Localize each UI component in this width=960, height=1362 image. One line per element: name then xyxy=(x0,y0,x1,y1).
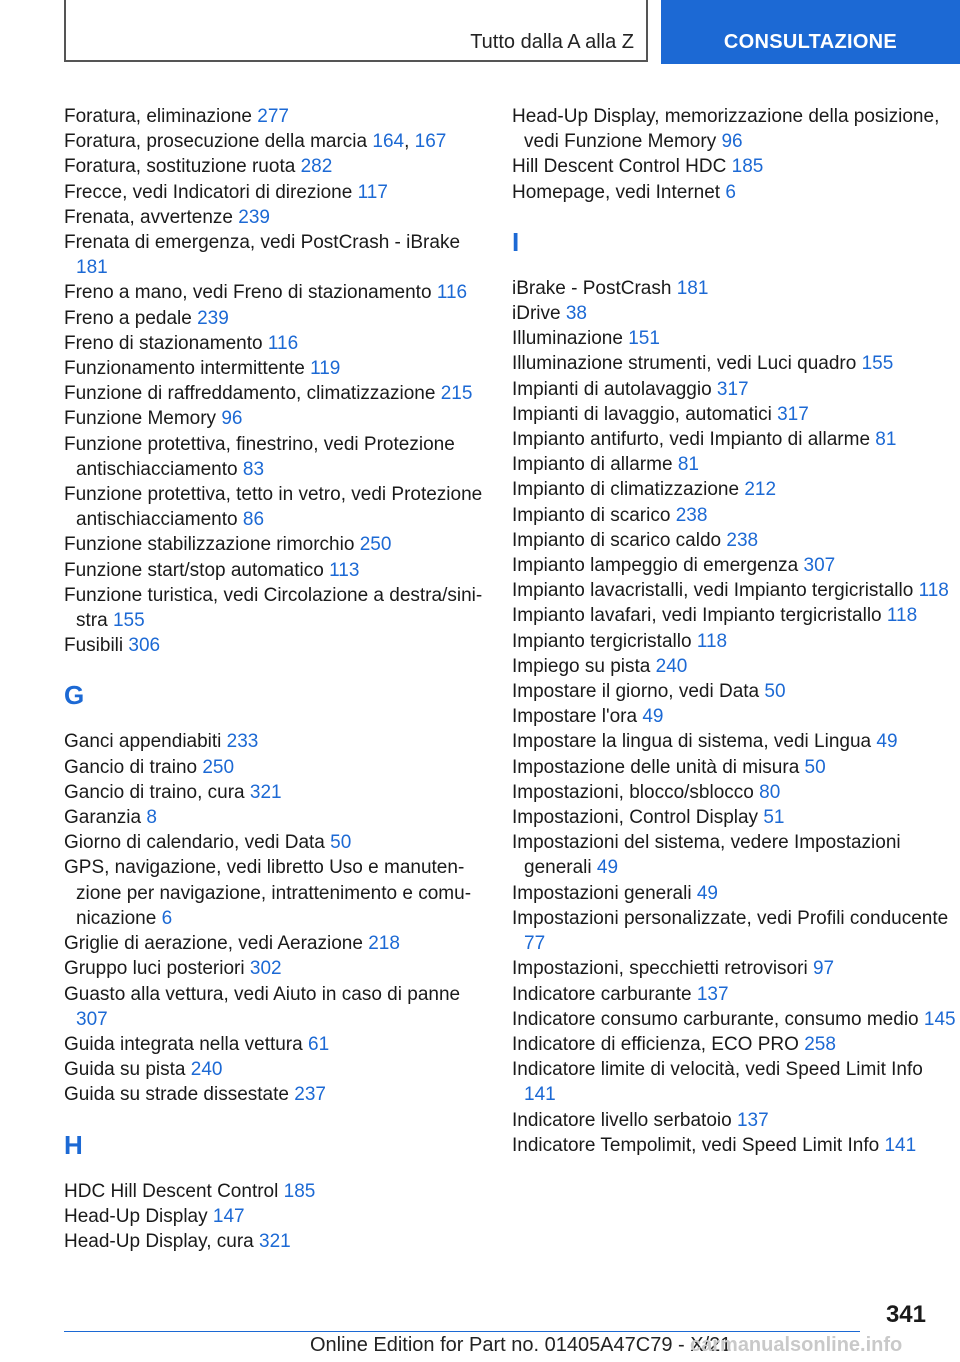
page-reference-link[interactable]: 117 xyxy=(357,181,388,203)
index-entry-text: iDrive xyxy=(512,303,561,325)
page-reference-link[interactable]: 185 xyxy=(283,1180,316,1202)
page-reference-link[interactable]: 258 xyxy=(804,1033,836,1055)
index-entry xyxy=(512,881,957,906)
page-reference-link[interactable]: 321 xyxy=(249,781,282,803)
page-reference-link[interactable]: 185 xyxy=(731,156,764,178)
index-entry-text: Impianto di scarico caldo xyxy=(512,529,722,551)
index-entry xyxy=(512,805,957,830)
page-reference-link[interactable]: 116 xyxy=(436,282,468,304)
page-reference-link[interactable]: 240 xyxy=(190,1059,223,1081)
page-reference-link[interactable]: 321 xyxy=(259,1230,291,1252)
page-reference-link[interactable]: 116 xyxy=(267,332,299,354)
index-entry-text: Impostazioni, specchietti retrovisori xyxy=(512,958,808,980)
index-entry-text: Impostazioni personalizzate, vedi Profili conducente xyxy=(512,907,949,929)
page-reference-link[interactable]: 50 xyxy=(330,832,352,854)
index-column-right xyxy=(512,104,957,1158)
index-entry-text: Frecce, vedi Indicatori di direzione xyxy=(64,181,353,203)
page-reference-link[interactable]: 81 xyxy=(875,429,897,451)
index-entry-text: Indicatore limite di velocità, vedi Speed Limit Info xyxy=(512,1059,923,1081)
page-reference-link[interactable]: 145 xyxy=(923,1008,956,1030)
index-entry-text: Funzione start/stop automatico xyxy=(64,559,324,581)
index-entry xyxy=(512,956,957,981)
index-entry-text: Guida integrata nella vettura xyxy=(64,1033,303,1055)
index-entry-text: Ganci appendiabiti xyxy=(64,731,222,753)
page-reference-link[interactable]: 155 xyxy=(861,353,894,375)
index-entry-text: Impianto di allarme xyxy=(512,454,673,476)
index-entry xyxy=(64,558,494,583)
index-entry-text: Funzione di raffreddamento, climatizzazione xyxy=(64,383,436,405)
page-reference-link[interactable]: 239 xyxy=(197,307,229,329)
page-reference-link[interactable]: 83 xyxy=(242,458,265,480)
index-entry-text: Impostare il giorno, vedi Data xyxy=(512,681,760,703)
page-reference-link[interactable]: 137 xyxy=(696,983,729,1005)
page-reference-link[interactable]: 96 xyxy=(721,131,743,153)
footer-divider xyxy=(64,1331,860,1332)
index-entry xyxy=(64,230,494,280)
index-entry xyxy=(512,1057,957,1107)
index-entry xyxy=(512,452,957,477)
page-number: 341 xyxy=(885,1301,926,1328)
index-entry-text: Gancio di traino xyxy=(64,756,198,778)
index-entry xyxy=(512,603,957,628)
page-reference-link[interactable]: 118 xyxy=(918,580,949,602)
index-entry-text: Foratura, sostituzione ruota xyxy=(64,156,296,178)
page-reference-link[interactable]: 49 xyxy=(596,857,619,879)
index-entry-text: Fusibili xyxy=(64,635,124,657)
page-reference-link[interactable]: 238 xyxy=(675,504,708,526)
index-entry-text: Freno a mano, vedi Freno di stazionamento xyxy=(64,282,432,304)
page-reference-link[interactable]: 6 xyxy=(725,181,736,203)
page-reference-link[interactable]: 49 xyxy=(642,706,664,728)
index-entry-text: Griglie di aerazione, vedi Aerazione xyxy=(64,933,363,955)
index-entry xyxy=(512,906,957,956)
page-separator: , xyxy=(404,131,410,153)
index-entry-text: Impostare l'ora xyxy=(512,706,638,728)
index-entry-text: Gruppo luci posteriori xyxy=(64,958,245,980)
footer-edition-text: Online Edition for Part no. 01405A47C79 - X/21 xyxy=(310,1334,732,1356)
header-section-title: Tutto dalla A alla Z xyxy=(470,31,634,53)
page-reference-link[interactable]: 307 xyxy=(803,555,836,577)
page-reference-link[interactable]: 118 xyxy=(886,605,918,627)
index-entry xyxy=(512,629,957,654)
page-reference-link[interactable]: 218 xyxy=(368,933,400,955)
index-entry-text: Indicatore di efficienza, ECO PRO xyxy=(512,1033,799,1055)
index-entry-text: Frenata, avvertenze xyxy=(64,206,233,228)
index-entry-text: Impianto lavacristalli, vedi Impianto tergicristallo xyxy=(512,580,914,602)
header-section-box xyxy=(64,0,648,62)
index-entry-text: Impiego su pista xyxy=(512,655,651,677)
page-reference-link[interactable]: 6 xyxy=(161,907,173,929)
page-reference-link[interactable]: 49 xyxy=(696,882,718,904)
index-entry xyxy=(512,326,957,351)
index-entry xyxy=(512,830,957,880)
index-entry xyxy=(64,1032,494,1057)
page-reference-link[interactable]: 50 xyxy=(804,756,826,778)
index-entry-text: Funzione turistica, vedi Circolazione a destra/sinistra xyxy=(64,584,483,632)
index-entry-text: Indicatore livello serbatoio xyxy=(512,1109,732,1131)
page-reference-link[interactable]: 8 xyxy=(146,807,157,829)
index-entry-text: iBrake - PostCrash xyxy=(512,277,672,299)
page-reference-link[interactable]: 250 xyxy=(359,534,392,556)
index-entry xyxy=(64,356,494,381)
index-entry-text: Foratura, eliminazione xyxy=(64,106,252,127)
index-entry-text: Impostare la lingua di sistema, vedi Lingua xyxy=(512,731,872,753)
index-entry xyxy=(512,982,957,1007)
index-entry xyxy=(64,180,494,205)
page-reference-link[interactable]: 97 xyxy=(812,958,835,980)
index-entry xyxy=(64,205,494,230)
page-reference-link[interactable]: 212 xyxy=(744,479,777,501)
page-reference-link[interactable]: 155 xyxy=(112,610,145,632)
index-entry xyxy=(512,301,957,326)
page-reference-link[interactable]: 240 xyxy=(655,655,688,677)
page-reference-link[interactable]: 167 xyxy=(414,131,447,153)
index-entry xyxy=(512,704,957,729)
index-entry-text: Illuminazione strumenti, vedi Luci quadro xyxy=(512,353,857,375)
index-entry xyxy=(64,830,494,855)
page-reference-link[interactable]: 181 xyxy=(676,277,709,299)
index-entry xyxy=(64,482,494,532)
page-reference-link[interactable]: 277 xyxy=(257,106,289,127)
index-entry xyxy=(64,280,494,305)
index-entry-text: Funzionamento intermittente xyxy=(64,358,305,380)
index-entry-text: Impostazione delle unità di misura xyxy=(512,756,800,778)
index-entry xyxy=(512,402,957,427)
index-entry xyxy=(512,1133,957,1158)
index-entry-text: Impianti di autolavaggio xyxy=(512,378,712,400)
page-reference-link[interactable]: 50 xyxy=(764,681,786,703)
index-entry xyxy=(512,180,957,205)
index-column-left xyxy=(64,104,494,1254)
index-entry xyxy=(512,276,957,301)
index-entry xyxy=(64,755,494,780)
page-reference-link[interactable]: 147 xyxy=(212,1205,245,1227)
page-reference-link[interactable]: 239 xyxy=(238,206,270,228)
index-entry-text: Funzione protettiva, finestrino, vedi Protezione antischiacciamento xyxy=(64,433,455,480)
page-reference-link[interactable]: 80 xyxy=(759,781,781,803)
index-entry xyxy=(64,104,494,129)
index-entry xyxy=(512,528,957,553)
footer-watermark: carmanualsonline.info xyxy=(690,1334,903,1356)
index-entry xyxy=(64,583,494,633)
index-entry xyxy=(512,104,957,154)
page-reference-link[interactable]: 282 xyxy=(300,156,333,178)
index-entry xyxy=(64,532,494,557)
index-entry-text: Head-Up Display xyxy=(64,1205,208,1227)
index-entry xyxy=(512,679,957,704)
index-entry-text: Impostazioni del sistema, vedere Impostazioni generali xyxy=(512,832,901,879)
index-entry-text: Homepage, vedi Internet xyxy=(512,181,721,203)
page-reference-link[interactable]: 96 xyxy=(221,408,243,430)
index-entry-text: GPS, navigazione, vedi libretto Uso e manutenzione per navigazione, intrattenimento e comunicazione xyxy=(64,857,472,929)
page-reference-link[interactable]: 250 xyxy=(202,756,235,778)
index-entry-text: Impianto di scarico xyxy=(512,504,671,526)
index-entry-text: Freno di stazionamento xyxy=(64,332,263,354)
section-letter: H xyxy=(64,1129,83,1160)
index-entry-text: Frenata di emergenza, vedi PostCrash - iBrake xyxy=(64,232,461,254)
index-entry-text: Indicatore Tempolimit, vedi Speed Limit Info xyxy=(512,1134,880,1156)
index-entry xyxy=(512,377,957,402)
page-reference-link[interactable]: 119 xyxy=(310,358,341,380)
header-tab[interactable] xyxy=(661,0,960,64)
index-entry xyxy=(512,553,957,578)
index-entry-text: Funzione stabilizzazione rimorchio xyxy=(64,534,355,556)
index-entry-text: Foratura, prosecuzione della marcia xyxy=(64,131,368,153)
index-entry-text: Impostazioni, blocco/sblocco xyxy=(512,781,754,803)
index-entry xyxy=(512,729,957,754)
index-entry-text: Impianto lampeggio di emergenza xyxy=(512,555,799,577)
index-entry xyxy=(64,805,494,830)
index-entry-text: Impianto tergicristallo xyxy=(512,630,692,652)
index-entry xyxy=(64,381,494,406)
index-entry-text: Impostazioni, Control Display xyxy=(512,807,759,829)
index-entry xyxy=(64,331,494,356)
index-entry-text: Garanzia xyxy=(64,807,142,829)
page-reference-link[interactable]: 141 xyxy=(524,1084,556,1106)
page-reference-link[interactable]: 317 xyxy=(716,378,749,400)
index-entry xyxy=(512,427,957,452)
index-entry-text: Giorno di calendario, vedi Data xyxy=(64,832,325,854)
page-reference-link[interactable]: 233 xyxy=(226,731,259,753)
index-entry xyxy=(64,306,494,331)
index-entry-text: Freno a pedale xyxy=(64,307,192,329)
page-reference-link[interactable]: 215 xyxy=(440,383,473,405)
page-reference-link[interactable]: 302 xyxy=(249,958,282,980)
index-entry xyxy=(64,956,494,981)
index-entry-text: Funzione Memory xyxy=(64,408,217,430)
page-reference-link[interactable]: 137 xyxy=(736,1109,769,1131)
index-entry xyxy=(512,654,957,679)
index-entry-text: Indicatore carburante xyxy=(512,983,692,1005)
index-entry-text: Head-Up Display, cura xyxy=(64,1230,254,1252)
page-reference-link[interactable]: 86 xyxy=(242,509,265,531)
index-entry-text: Head-Up Display, memorizzazione della posizione, vedi Funzione Memory xyxy=(512,106,940,153)
page-reference-link[interactable]: 164 xyxy=(372,131,405,153)
index-entry-text: Impianto antifurto, vedi Impianto di allarme xyxy=(512,429,871,451)
index-entry xyxy=(512,1108,957,1133)
page-reference-link[interactable]: 307 xyxy=(76,1008,108,1030)
index-entry xyxy=(64,780,494,805)
section-letter: G xyxy=(64,680,85,711)
index-entry xyxy=(64,855,494,931)
index-entry xyxy=(64,729,494,754)
page-reference-link[interactable]: 306 xyxy=(128,635,161,657)
index-entry-text: Indicatore consumo carburante, consumo medio xyxy=(512,1008,919,1030)
index-entry xyxy=(64,1229,494,1254)
index-entry-text: Guida su strade dissestate xyxy=(64,1084,289,1106)
index-entry xyxy=(64,432,494,482)
index-entry xyxy=(512,1032,957,1057)
page-reference-link[interactable]: 151 xyxy=(628,328,660,350)
header-tab-label: CONSULTAZIONE xyxy=(723,31,898,53)
index-entry-text: Impostazioni generali xyxy=(512,882,692,904)
index-entry xyxy=(512,1007,957,1032)
index-entry xyxy=(512,477,957,502)
index-entry-text: Hill Descent Control HDC xyxy=(512,156,727,178)
index-entry xyxy=(512,755,957,780)
page-reference-link[interactable]: 49 xyxy=(876,731,898,753)
page-reference-link[interactable]: 38 xyxy=(565,303,587,325)
index-entry xyxy=(512,351,957,376)
page-reference-link[interactable]: 51 xyxy=(763,807,785,829)
index-entry-text: Illuminazione xyxy=(512,328,623,350)
index-entry xyxy=(512,780,957,805)
page-reference-link[interactable]: 141 xyxy=(884,1134,917,1156)
index-entry xyxy=(512,578,957,603)
index-entry xyxy=(512,503,957,528)
index-entry xyxy=(64,1204,494,1229)
index-entry xyxy=(64,1082,494,1107)
page-reference-link[interactable]: 237 xyxy=(294,1084,326,1106)
index-entry-text: Funzione protettiva, tetto in vetro, vedi Protezione antischiacciamento xyxy=(64,484,483,531)
index-entry-text: Impianto di climatizzazione xyxy=(512,479,740,501)
page-reference-link[interactable]: 238 xyxy=(726,529,759,551)
index-entry xyxy=(64,1057,494,1082)
page-reference-link[interactable]: 81 xyxy=(677,454,699,476)
index-entry-text: Guida su pista xyxy=(64,1059,186,1081)
page-reference-link[interactable]: 118 xyxy=(696,630,728,652)
page-reference-link[interactable]: 113 xyxy=(329,559,360,581)
index-entry xyxy=(512,154,957,179)
index-entry-text: Gancio di traino, cura xyxy=(64,781,245,803)
index-entry xyxy=(64,154,494,179)
page-reference-link[interactable]: 181 xyxy=(76,257,108,279)
index-entry-text: Impianto lavafari, vedi Impianto tergicristallo xyxy=(512,605,882,627)
page-reference-link[interactable]: 317 xyxy=(777,403,809,425)
index-entry xyxy=(64,406,494,431)
index-entry-text: Impianti di lavaggio, automatici xyxy=(512,403,772,425)
index-entry-text: HDC Hill Descent Control xyxy=(64,1180,279,1202)
section-letter: I xyxy=(512,226,520,257)
index-entry xyxy=(64,982,494,1032)
page-reference-link[interactable]: 77 xyxy=(524,933,546,955)
index-entry xyxy=(64,1179,494,1204)
index-entry xyxy=(64,633,494,658)
index-entry-text: Guasto alla vettura, vedi Aiuto in caso di panne xyxy=(64,983,461,1005)
index-entry xyxy=(64,129,494,154)
index-entry xyxy=(64,931,494,956)
page-reference-link[interactable]: 61 xyxy=(308,1033,330,1055)
